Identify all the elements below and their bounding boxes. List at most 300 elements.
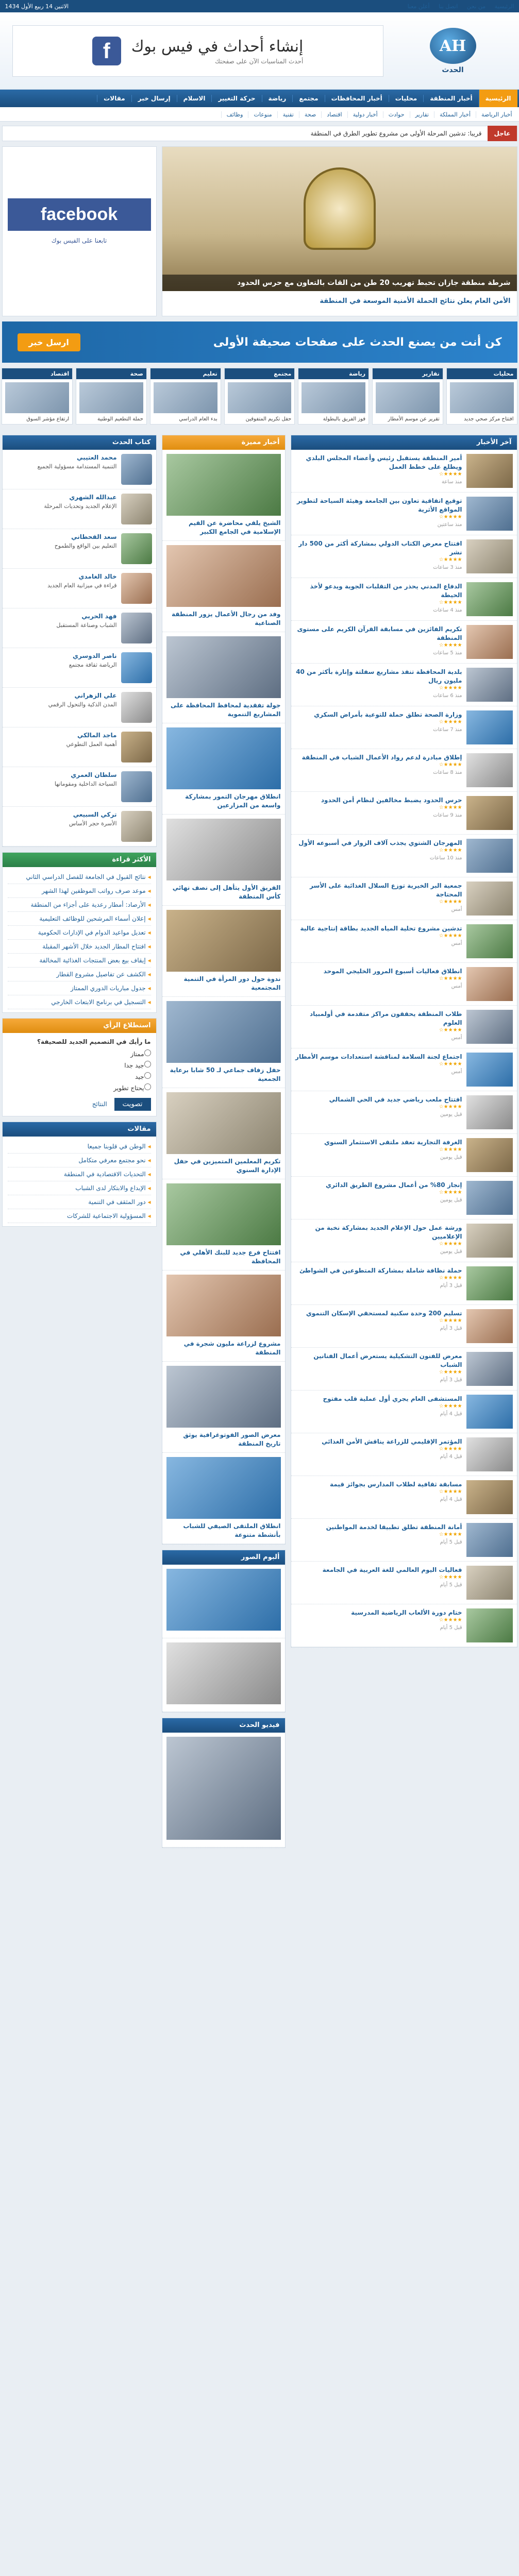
news-date: قبل 3 أيام bbox=[440, 1283, 462, 1289]
writer-avatar bbox=[121, 454, 152, 485]
category-card[interactable] bbox=[2, 368, 73, 425]
facebook-icon: f bbox=[92, 37, 121, 65]
subnav-item[interactable]: صحة bbox=[299, 111, 321, 118]
writer-avatar bbox=[121, 533, 152, 564]
poll-option-label: جيد جدا bbox=[124, 1062, 144, 1069]
category-name: رياضة bbox=[298, 368, 369, 379]
news-title[interactable]: انطلاق فعاليات أسبوع المرور الخليجي الموحد bbox=[323, 968, 462, 975]
featured-item[interactable] bbox=[162, 1362, 285, 1453]
category-name: صحة bbox=[76, 368, 146, 379]
news-date: أمس bbox=[451, 1069, 462, 1075]
writer-name[interactable]: ماجد المالكي bbox=[77, 732, 117, 739]
news-item[interactable] bbox=[291, 877, 517, 920]
writer-article-title[interactable]: الأسرة حجر الأساس bbox=[69, 820, 117, 827]
nav-item[interactable]: أخبار المحافظات bbox=[325, 95, 389, 102]
most-read-item[interactable]: ◂ افتتاح المطار الجديد خلال الأشهر المقبلة bbox=[8, 940, 151, 954]
featured-title[interactable]: الفريق الأول يتأهل إلى نصف نهائي كأس المنطقة bbox=[172, 884, 281, 900]
news-title[interactable]: أمير المنطقة يستقبل رئيس وأعضاء المجلس البلدي ويطلع على خطط العمل bbox=[306, 454, 462, 470]
news-item[interactable] bbox=[291, 1219, 517, 1262]
news-thumb bbox=[466, 1309, 513, 1343]
writer-avatar bbox=[121, 652, 152, 683]
news-date: منذ 6 ساعات bbox=[433, 693, 462, 699]
category-text: افتتاح مركز صحي جديد bbox=[463, 416, 514, 422]
news-item[interactable] bbox=[291, 920, 517, 963]
featured-news-header: أخبار مميزة bbox=[162, 435, 285, 450]
news-thumb bbox=[466, 882, 513, 916]
news-date: منذ 3 ساعات bbox=[433, 565, 462, 570]
news-item[interactable] bbox=[291, 1476, 517, 1519]
news-item[interactable] bbox=[291, 1391, 517, 1433]
writer-item[interactable] bbox=[3, 608, 156, 648]
news-item[interactable] bbox=[291, 835, 517, 877]
writer-item[interactable] bbox=[3, 688, 156, 727]
poll-option[interactable] bbox=[8, 1061, 151, 1069]
news-meta bbox=[295, 1010, 462, 1044]
category-card[interactable] bbox=[76, 368, 147, 425]
news-date: قبل يومين bbox=[440, 1249, 462, 1255]
featured-item[interactable] bbox=[162, 723, 285, 815]
photos-header: ألبوم الصور bbox=[162, 1550, 285, 1565]
rating-stars-icon: ★★★★☆ bbox=[439, 1241, 462, 1247]
news-thumb bbox=[466, 1437, 513, 1471]
news-item[interactable] bbox=[291, 1562, 517, 1604]
news-item[interactable] bbox=[291, 535, 517, 578]
hero-title[interactable]: الأمن العام يعلن نتائج الحملة الأمنية الموسعة في المنطقة bbox=[320, 297, 511, 305]
category-strip bbox=[2, 368, 517, 425]
featured-title[interactable]: انطلاق مهرجان التمور بمشاركة واسعة من المزارعين bbox=[185, 793, 281, 809]
news-title[interactable]: توقيع اتفاقية تعاون بين الجامعة وهيئة السياحة لتطوير المواقع الأثرية bbox=[296, 497, 462, 513]
rating-stars-icon: ★★★★☆ bbox=[439, 1403, 462, 1409]
news-meta bbox=[295, 839, 462, 873]
news-date: قبل 4 أيام bbox=[440, 1454, 462, 1460]
category-image bbox=[228, 382, 292, 413]
rating-stars-icon: ★★★★☆ bbox=[439, 1489, 462, 1495]
subnav-item[interactable]: تقنية bbox=[277, 111, 299, 118]
news-meta bbox=[295, 1480, 462, 1514]
facebook-logo[interactable]: facebook bbox=[8, 198, 151, 231]
featured-item[interactable] bbox=[162, 450, 285, 541]
news-date: قبل يومين bbox=[440, 1155, 462, 1160]
most-read-item[interactable]: ◂ التسجيل في برنامج الابتعاث الخارجي bbox=[8, 995, 151, 1009]
news-meta bbox=[295, 582, 462, 616]
news-item[interactable] bbox=[291, 792, 517, 835]
article-item[interactable]: ◂ الإبداع والابتكار لدى الشباب bbox=[8, 1181, 151, 1195]
writer-avatar bbox=[121, 613, 152, 643]
nav-item[interactable]: مجتمع bbox=[292, 95, 324, 102]
poll-box bbox=[2, 1018, 157, 1116]
poll-results-link[interactable]: النتائج bbox=[92, 1100, 107, 1108]
featured-image bbox=[166, 454, 281, 516]
featured-title[interactable]: حفل زفاف جماعي لـ 50 شابا برعاية الجمعية bbox=[170, 1066, 281, 1082]
news-item[interactable] bbox=[291, 706, 517, 749]
news-title[interactable]: إطلاق مبادرة لدعم رواد الأعمال الشباب في المنطقة bbox=[302, 754, 462, 761]
writer-meta bbox=[48, 692, 117, 723]
news-meta bbox=[295, 753, 462, 787]
news-item[interactable] bbox=[291, 450, 517, 493]
top-link-about[interactable]: من نحن bbox=[466, 3, 486, 10]
news-title[interactable]: تسليم 200 وحدة سكنية لمستحقي الإسكان التنموي bbox=[306, 1310, 462, 1317]
news-item[interactable] bbox=[291, 1177, 517, 1219]
news-item[interactable] bbox=[291, 1134, 517, 1177]
writer-name[interactable]: سعد القحطاني bbox=[71, 533, 117, 540]
news-item[interactable] bbox=[291, 1091, 517, 1134]
news-meta bbox=[295, 454, 462, 488]
news-date: منذ 5 ساعات bbox=[433, 650, 462, 656]
news-item[interactable] bbox=[291, 749, 517, 792]
latest-news-header: آخر الأخبار bbox=[291, 435, 517, 450]
writer-item[interactable] bbox=[3, 529, 156, 569]
writer-article-title[interactable]: السياحة الداخلية ومقوماتها bbox=[54, 781, 117, 787]
writer-article-title[interactable]: الشباب وصناعة المستقبل bbox=[56, 622, 117, 629]
writer-avatar bbox=[121, 771, 152, 802]
writer-item[interactable] bbox=[3, 489, 156, 529]
featured-item[interactable] bbox=[162, 632, 285, 723]
featured-image bbox=[166, 1275, 281, 1336]
featured-item[interactable] bbox=[162, 541, 285, 632]
featured-item[interactable] bbox=[162, 1088, 285, 1179]
news-item[interactable] bbox=[291, 493, 517, 535]
news-thumb bbox=[466, 839, 513, 873]
rating-stars-icon: ★★★★☆ bbox=[439, 1275, 462, 1281]
subnav-item[interactable]: أخبار المملكة bbox=[434, 111, 476, 118]
news-thumb bbox=[466, 1138, 513, 1172]
writer-article-title[interactable]: التعليم بين الواقع والطموح bbox=[54, 543, 117, 549]
subnav-item[interactable]: اقتصاد bbox=[321, 111, 347, 118]
writers-box bbox=[2, 435, 157, 847]
news-title[interactable]: افتتاح معرض الكتاب الدولي بمشاركة أكثر من 500 دار نشر bbox=[298, 540, 462, 556]
news-thumb bbox=[466, 1095, 513, 1129]
news-item[interactable] bbox=[291, 963, 517, 1006]
news-title[interactable]: حملة نظافة شاملة بمشاركة المتطوعين في الشواطئ bbox=[299, 1267, 462, 1274]
writer-name[interactable]: علي الزهراني bbox=[74, 692, 117, 699]
category-text: تقرير عن موسم الأمطار bbox=[388, 416, 440, 422]
news-title[interactable]: بلدية المحافظة تنفذ مشاريع سفلتة وإنارة بأكثر من 40 مليون ريال bbox=[296, 668, 462, 684]
nav-item[interactable]: رياضة bbox=[262, 95, 293, 102]
category-card[interactable] bbox=[224, 368, 295, 425]
rating-stars-icon: ★★★★☆ bbox=[439, 642, 462, 648]
news-title[interactable]: طلاب المنطقة يحققون مراكز متقدمة في أولمبياد العلوم bbox=[309, 1010, 462, 1026]
rating-stars-icon: ★★★★☆ bbox=[439, 685, 462, 691]
writer-meta bbox=[66, 732, 117, 762]
subnav-item[interactable]: أخبار دولية bbox=[347, 111, 383, 118]
category-name: تقارير bbox=[373, 368, 443, 379]
ticker-text[interactable]: قريبا: تدشين المرحلة الأولى من مشروع تطوير الطرق في المنطقة bbox=[310, 130, 482, 137]
news-thumb bbox=[466, 753, 513, 787]
news-title[interactable]: اجتماع لجنة السلامة لمناقشة استعدادات موسم الأمطار bbox=[295, 1053, 462, 1060]
writer-name[interactable]: خالد الغامدي bbox=[78, 573, 117, 580]
nav-item[interactable]: مقالات bbox=[97, 95, 131, 102]
writer-name[interactable]: محمد العتيبي bbox=[77, 454, 117, 461]
category-image bbox=[302, 382, 365, 413]
featured-image bbox=[166, 636, 281, 698]
poll-option[interactable] bbox=[8, 1072, 151, 1080]
writer-meta bbox=[55, 533, 117, 564]
site-logo[interactable] bbox=[394, 18, 512, 84]
news-title[interactable]: المهرجان الشتوي يجذب آلاف الزوار في أسبوعه الأول bbox=[298, 839, 462, 846]
news-item[interactable] bbox=[291, 1305, 517, 1348]
news-thumb bbox=[466, 1181, 513, 1215]
writer-article-title[interactable]: المدن الذكية والتحول الرقمي bbox=[48, 701, 117, 708]
writer-name[interactable]: ناصر الدوسري bbox=[72, 652, 117, 659]
photo-beach[interactable] bbox=[166, 1569, 281, 1631]
news-meta bbox=[295, 539, 462, 573]
news-thumb bbox=[466, 1224, 513, 1258]
news-title[interactable]: إنجاز 80% من أعمال مشروع الطريق الدائري bbox=[326, 1181, 462, 1189]
top-link-contact[interactable]: اتصل بنا bbox=[439, 3, 458, 10]
nav-item[interactable]: الرئيسية bbox=[479, 90, 517, 107]
send-news-banner bbox=[2, 321, 517, 363]
writer-name[interactable]: فهد الحربي bbox=[81, 613, 117, 620]
featured-image bbox=[166, 545, 281, 607]
news-item[interactable] bbox=[291, 664, 517, 706]
news-item[interactable] bbox=[291, 1604, 517, 1647]
poll-option-label: ممتاز bbox=[130, 1050, 144, 1058]
article-item[interactable]: ◂ التحديات الاقتصادية في المنطقة bbox=[8, 1167, 151, 1181]
header-ad-sub: أحدث المناسبات الآن على صفحتك bbox=[215, 57, 304, 65]
rating-stars-icon: ★★★★☆ bbox=[439, 514, 462, 520]
rating-stars-icon: ★★★★☆ bbox=[439, 899, 462, 905]
writer-avatar bbox=[121, 573, 152, 604]
writer-item[interactable] bbox=[3, 767, 156, 807]
featured-title[interactable]: معرض الصور الفوتوغرافية يوثق تاريخ المنطقة bbox=[183, 1431, 281, 1447]
news-date: أمس bbox=[451, 984, 462, 989]
featured-title[interactable]: مشروع لزراعة مليون شجرة في المنطقة bbox=[183, 1340, 281, 1356]
news-date: قبل 5 أيام bbox=[440, 1625, 462, 1631]
rating-stars-icon: ★★★★☆ bbox=[439, 1147, 462, 1153]
banner-text: كن أنت من يصنع الحدث على صفحات صحيفة الأولى bbox=[213, 335, 502, 349]
news-date: قبل 4 أيام bbox=[440, 1497, 462, 1502]
subnav-item[interactable]: حوادث bbox=[383, 111, 410, 118]
most-read-item[interactable]: ◂ الأرصاد: أمطار رعدية على أجزاء من المنطقة bbox=[8, 898, 151, 912]
writer-name[interactable]: تركي السبيعي bbox=[73, 811, 117, 818]
featured-title[interactable]: افتتاح فرع جديد للبنك الأهلي في المحافظة bbox=[180, 1249, 281, 1265]
top-link-advertise[interactable]: أعلن معنا bbox=[407, 3, 430, 10]
nav-item[interactable]: الاسلام bbox=[177, 95, 212, 102]
news-thumb bbox=[466, 1566, 513, 1600]
news-item[interactable] bbox=[291, 578, 517, 621]
news-item[interactable] bbox=[291, 1348, 517, 1391]
writer-name[interactable]: سلطان العمري bbox=[71, 771, 117, 778]
writer-meta bbox=[69, 652, 117, 683]
writer-meta bbox=[69, 811, 117, 842]
rating-stars-icon: ★★★★☆ bbox=[439, 1369, 462, 1375]
featured-title[interactable]: جولة تفقدية لمحافظ المحافظة على المشاريع التنموية bbox=[171, 702, 281, 718]
featured-title[interactable]: وفد من رجال الأعمال يزور المنطقة الصناعية bbox=[171, 611, 281, 626]
most-read-item[interactable]: ◂ جدول مباريات الدوري الممتاز bbox=[8, 981, 151, 995]
category-image bbox=[154, 382, 217, 413]
writers-header: كتاب الحدث bbox=[3, 435, 156, 450]
news-item[interactable] bbox=[291, 1006, 517, 1048]
writer-item[interactable] bbox=[3, 569, 156, 608]
featured-item[interactable] bbox=[162, 815, 285, 906]
news-meta bbox=[295, 1608, 462, 1642]
writer-item[interactable] bbox=[3, 648, 156, 688]
news-date: أمس bbox=[451, 941, 462, 946]
rating-stars-icon: ★★★★☆ bbox=[439, 976, 462, 981]
site-header bbox=[0, 12, 519, 90]
facebook-like-link[interactable]: تابعنا على الفيس بوك bbox=[51, 237, 107, 244]
poll-radio[interactable] bbox=[144, 1083, 151, 1090]
category-card[interactable] bbox=[150, 368, 221, 425]
news-thumb bbox=[466, 668, 513, 702]
writer-article-title[interactable]: الرياضة ثقافة مجتمع bbox=[69, 662, 117, 668]
content-columns bbox=[2, 430, 517, 1848]
videos-header: فيديو الحدث bbox=[162, 1718, 285, 1733]
rating-stars-icon: ★★★★☆ bbox=[439, 762, 462, 768]
writer-meta bbox=[44, 494, 116, 524]
featured-image bbox=[166, 910, 281, 972]
news-date: قبل 3 أيام bbox=[440, 1377, 462, 1383]
writer-article-title[interactable]: الإعلام الجديد وتحديات المرحلة bbox=[44, 503, 117, 510]
subnav-item[interactable]: أخبار الرياضة bbox=[476, 111, 517, 118]
news-thumb bbox=[466, 796, 513, 830]
poll-option[interactable] bbox=[8, 1049, 151, 1058]
news-date: منذ 10 ساعات bbox=[429, 855, 462, 861]
category-name: اقتصاد bbox=[2, 368, 72, 379]
poll-radio[interactable] bbox=[144, 1049, 151, 1056]
news-title[interactable]: ختام دورة الألعاب الرياضية المدرسية bbox=[351, 1609, 462, 1616]
news-title[interactable]: جمعية البر الخيرية توزع السلال الغذائية على الأسر المحتاجة bbox=[310, 882, 462, 898]
news-title[interactable]: الغرفة التجارية تعقد ملتقى الاستثمار السنوي bbox=[324, 1139, 462, 1146]
poll-vote-button[interactable]: تصويت bbox=[114, 1098, 151, 1111]
top-link-home[interactable]: الرئيسية bbox=[494, 3, 514, 10]
writer-item[interactable] bbox=[3, 727, 156, 767]
category-card[interactable] bbox=[372, 368, 443, 425]
facebook-widget bbox=[2, 146, 157, 316]
featured-title[interactable]: تكريم المعلمين المتميزين في حفل الإدارة السنوي bbox=[174, 1158, 281, 1174]
news-title[interactable]: أمانة المنطقة تطلق تطبيقا لخدمة المواطنين bbox=[326, 1523, 462, 1531]
news-title[interactable]: معرض للفنون التشكيلية يستعرض أعمال الفنانين الشباب bbox=[313, 1352, 462, 1368]
news-meta bbox=[295, 1181, 462, 1215]
writer-article-title[interactable]: التنمية المستدامة مسؤولية الجميع bbox=[37, 463, 117, 470]
news-date: أمس bbox=[451, 907, 462, 912]
video-player[interactable] bbox=[166, 1737, 281, 1840]
news-item[interactable] bbox=[291, 621, 517, 664]
subnav-item[interactable]: تقارير bbox=[410, 111, 434, 118]
writer-article-title[interactable]: قراءة في ميزانية العام الجديد bbox=[47, 582, 117, 589]
news-title[interactable]: فعاليات اليوم العالمي للغة العربية في الجامعة bbox=[322, 1566, 462, 1573]
featured-title[interactable]: انطلاق الملتقى الصيفي للشباب بأنشطة متنوعة bbox=[183, 1522, 281, 1538]
photo-gallery[interactable] bbox=[166, 1642, 281, 1704]
article-item[interactable]: ◂ الوطن في قلوبنا جميعا bbox=[8, 1140, 151, 1154]
news-title[interactable]: ورشة عمل حول الإعلام الجديد بمشاركة نخبة من الإعلاميين bbox=[315, 1224, 462, 1240]
poll-header: استطلاع الرأي bbox=[3, 1019, 156, 1033]
featured-item[interactable] bbox=[162, 1270, 285, 1362]
most-read-header: الأكثر قراءة bbox=[3, 853, 156, 867]
featured-title[interactable]: الشيخ يلقي محاضرة عن القيم الإسلامية في الجامع الكبير bbox=[188, 519, 281, 535]
news-meta bbox=[295, 1395, 462, 1429]
most-read-item[interactable]: ◂ موعد صرف رواتب الموظفين لهذا الشهر bbox=[8, 884, 151, 898]
header-ad[interactable] bbox=[12, 25, 383, 77]
news-thumb bbox=[466, 1352, 513, 1386]
news-title[interactable]: وزارة الصحة تطلق حملة للتوعية بأمراض السكري bbox=[314, 711, 462, 718]
news-meta bbox=[295, 1095, 462, 1129]
nav-item[interactable]: حركة التغيير bbox=[211, 95, 261, 102]
news-title[interactable]: تدشين مشروع تحلية المياه الجديد بطاقة إنتاجية عالية bbox=[300, 925, 462, 932]
news-title[interactable]: المستشفى العام يجري أول عملية قلب مفتوح bbox=[323, 1395, 462, 1402]
most-read-item[interactable]: ◂ تعديل مواعيد الدوام في الإدارات الحكومية bbox=[8, 926, 151, 940]
news-date: قبل يومين bbox=[440, 1197, 462, 1203]
writer-item[interactable] bbox=[3, 807, 156, 846]
news-title[interactable]: حرس الحدود يضبط مخالفين لنظام أمن الحدود bbox=[321, 796, 462, 804]
category-image bbox=[79, 382, 143, 413]
subnav-item[interactable]: وظائف bbox=[221, 111, 248, 118]
article-item[interactable]: ◂ نحو مجتمع معرفي متكامل bbox=[8, 1154, 151, 1167]
news-ticker bbox=[2, 126, 517, 141]
nav-item[interactable]: إرسال خبر bbox=[131, 95, 177, 102]
category-card[interactable] bbox=[298, 368, 369, 425]
writer-item[interactable] bbox=[3, 450, 156, 489]
news-title[interactable]: افتتاح ملعب رياضي جديد في الحي الشمالي bbox=[329, 1096, 462, 1103]
writer-meta bbox=[55, 771, 117, 802]
news-thumb bbox=[466, 454, 513, 488]
featured-item[interactable] bbox=[162, 1179, 285, 1270]
news-title[interactable]: مسابقة ثقافية لطلاب المدارس بجوائز قيمة bbox=[329, 1481, 462, 1488]
poll-option[interactable] bbox=[8, 1083, 151, 1092]
news-meta bbox=[295, 1352, 462, 1386]
rating-stars-icon: ★★★★☆ bbox=[439, 719, 462, 725]
articles-box bbox=[2, 1122, 157, 1227]
top-bar bbox=[0, 0, 519, 12]
news-title[interactable]: المؤتمر الإقليمي للزراعة يناقش الأمن الغذائي bbox=[322, 1438, 462, 1445]
most-read-item[interactable]: ◂ إيقاف بيع بعض المنتجات الغذائية المخالفة bbox=[8, 954, 151, 968]
news-thumb bbox=[466, 497, 513, 531]
most-read-item[interactable]: ◂ الكشف عن تفاصيل مشروع القطار bbox=[8, 968, 151, 981]
nav-item[interactable]: محليات bbox=[389, 95, 423, 102]
most-read-item[interactable]: ◂ نتائج القبول في الجامعة للفصل الدراسي الثاني bbox=[8, 870, 151, 884]
news-item[interactable] bbox=[291, 1519, 517, 1562]
writer-meta bbox=[47, 573, 116, 604]
most-read-item[interactable]: ◂ إعلان أسماء المرشحين للوظائف التعليمية bbox=[8, 912, 151, 926]
writer-avatar bbox=[121, 732, 152, 762]
category-text: ارتفاع مؤشر السوق bbox=[26, 416, 70, 422]
rating-stars-icon: ★★★★☆ bbox=[439, 805, 462, 810]
featured-title[interactable]: ندوة حول دور المرأة في التنمية المجتمعية bbox=[183, 975, 281, 991]
category-name: محليات bbox=[447, 368, 517, 379]
news-item[interactable] bbox=[291, 1262, 517, 1305]
poll-radio[interactable] bbox=[144, 1061, 151, 1067]
featured-item[interactable] bbox=[162, 906, 285, 997]
send-news-button[interactable]: ارسل خبر bbox=[18, 333, 80, 351]
nav-item[interactable]: أخبار المنطقة bbox=[423, 95, 478, 102]
rating-stars-icon: ★★★★☆ bbox=[439, 1617, 462, 1623]
article-item[interactable]: ◂ دور المثقف في التنمية bbox=[8, 1195, 151, 1209]
news-date: قبل 3 أيام bbox=[440, 1326, 462, 1331]
rating-stars-icon: ★★★★☆ bbox=[439, 933, 462, 939]
news-title[interactable]: الدفاع المدني يحذر من التقلبات الجوية ويدعو لأخذ الحيطة bbox=[310, 583, 462, 599]
writer-article-title[interactable]: أهمية العمل التطوعي bbox=[66, 741, 117, 748]
news-item[interactable] bbox=[291, 1433, 517, 1476]
article-item[interactable]: ◂ المسؤولية الاجتماعية للشركات bbox=[8, 1209, 151, 1223]
featured-image bbox=[166, 727, 281, 789]
news-thumb bbox=[466, 1266, 513, 1300]
featured-item[interactable] bbox=[162, 1453, 285, 1544]
news-meta bbox=[295, 668, 462, 702]
news-date: قبل 5 أيام bbox=[440, 1539, 462, 1545]
featured-news-box bbox=[162, 435, 286, 1545]
news-date: قبل يومين bbox=[440, 1112, 462, 1117]
news-item[interactable] bbox=[291, 1048, 517, 1091]
writer-name[interactable]: عبدالله الشهري bbox=[69, 494, 117, 501]
news-title[interactable]: تكريم الفائزين في مسابقة القرآن الكريم على مستوى المنطقة bbox=[297, 625, 462, 641]
subnav-item[interactable]: منوعات bbox=[248, 111, 277, 118]
hero-slider[interactable] bbox=[162, 146, 517, 316]
category-card[interactable] bbox=[446, 368, 517, 425]
poll-radio[interactable] bbox=[144, 1072, 151, 1079]
rating-stars-icon: ★★★★☆ bbox=[439, 1532, 462, 1537]
featured-item[interactable] bbox=[162, 997, 285, 1088]
sub-nav bbox=[0, 107, 519, 122]
